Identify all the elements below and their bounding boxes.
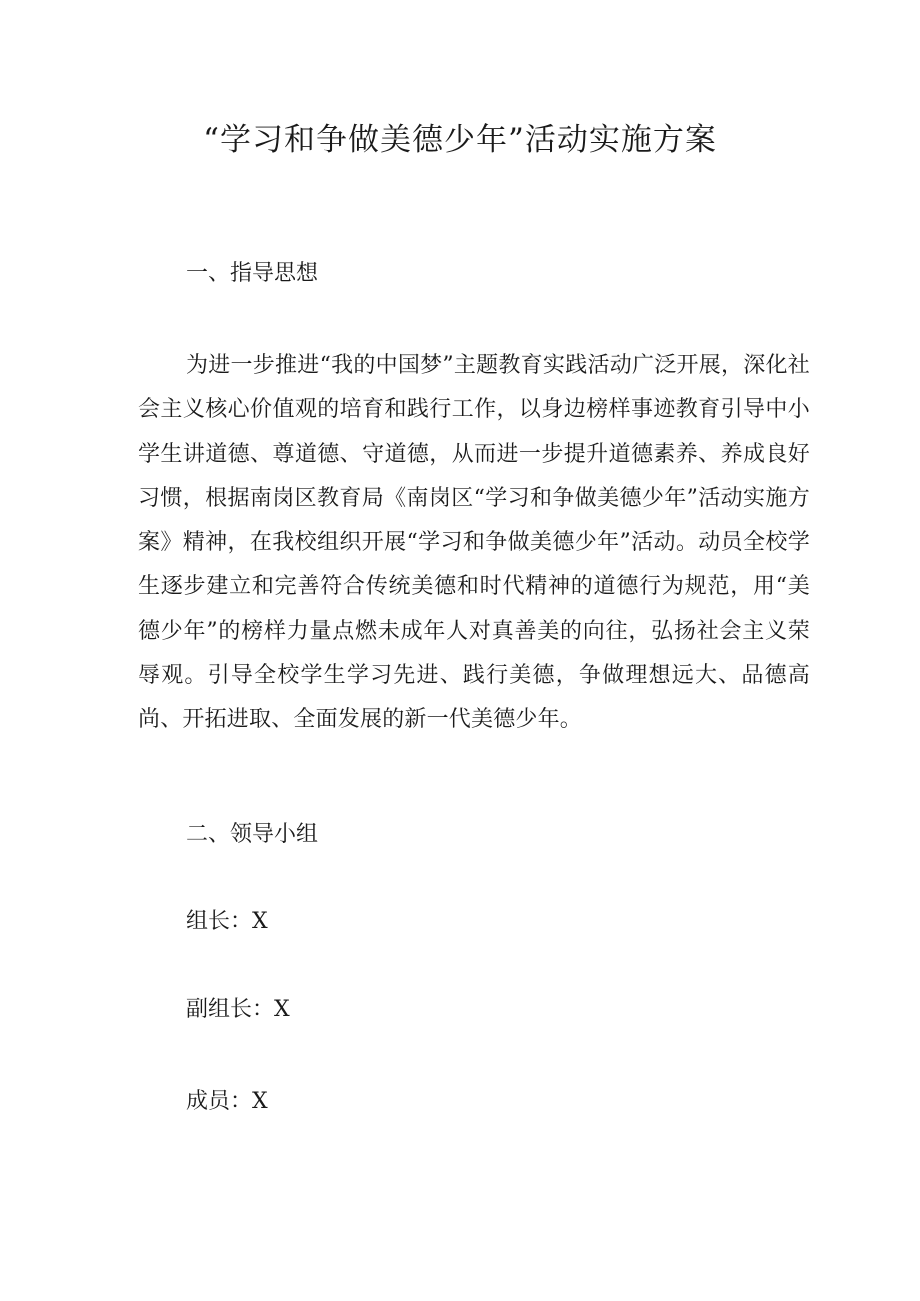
section-heading-leadership-group: 二、领导小组 [186,822,319,847]
group-leader-line: 组长：X [186,909,268,934]
document-title: “学习和争做美德少年”活动实施方案 [203,122,717,158]
section-heading-guiding-ideology: 一、指导思想 [186,261,319,286]
members-line: 成员：X [186,1089,268,1114]
guiding-ideology-paragraph: 为进一步推进“我的中国梦”主题教育实践活动广泛开展，深化社会主义核心价值观的培育和践行工作，以身边榜样事迹教育引导中小学生讲道德、尊道德、守道德，从而进一步提升道德素养、养成良好习惯，根据南岗区教育局《南岗区“学习和争做美德少年”活动实施方案》精神，在我校组织开展“学习和争做美德少年”活动。动员全校学生逐步建立和完善符合传统美德和时代精神的道德行为规范，用“美德少年”的榜样力量点燃未成年人对真善美的向往，弘扬社会主义荣辱观。引导全校学生学习先进、践行美德，争做理想远大、品德高尚、开拓进取、全面发展的新一代美德少年。 [138,353,810,733]
deputy-leader-line: 副组长：X [186,997,290,1022]
